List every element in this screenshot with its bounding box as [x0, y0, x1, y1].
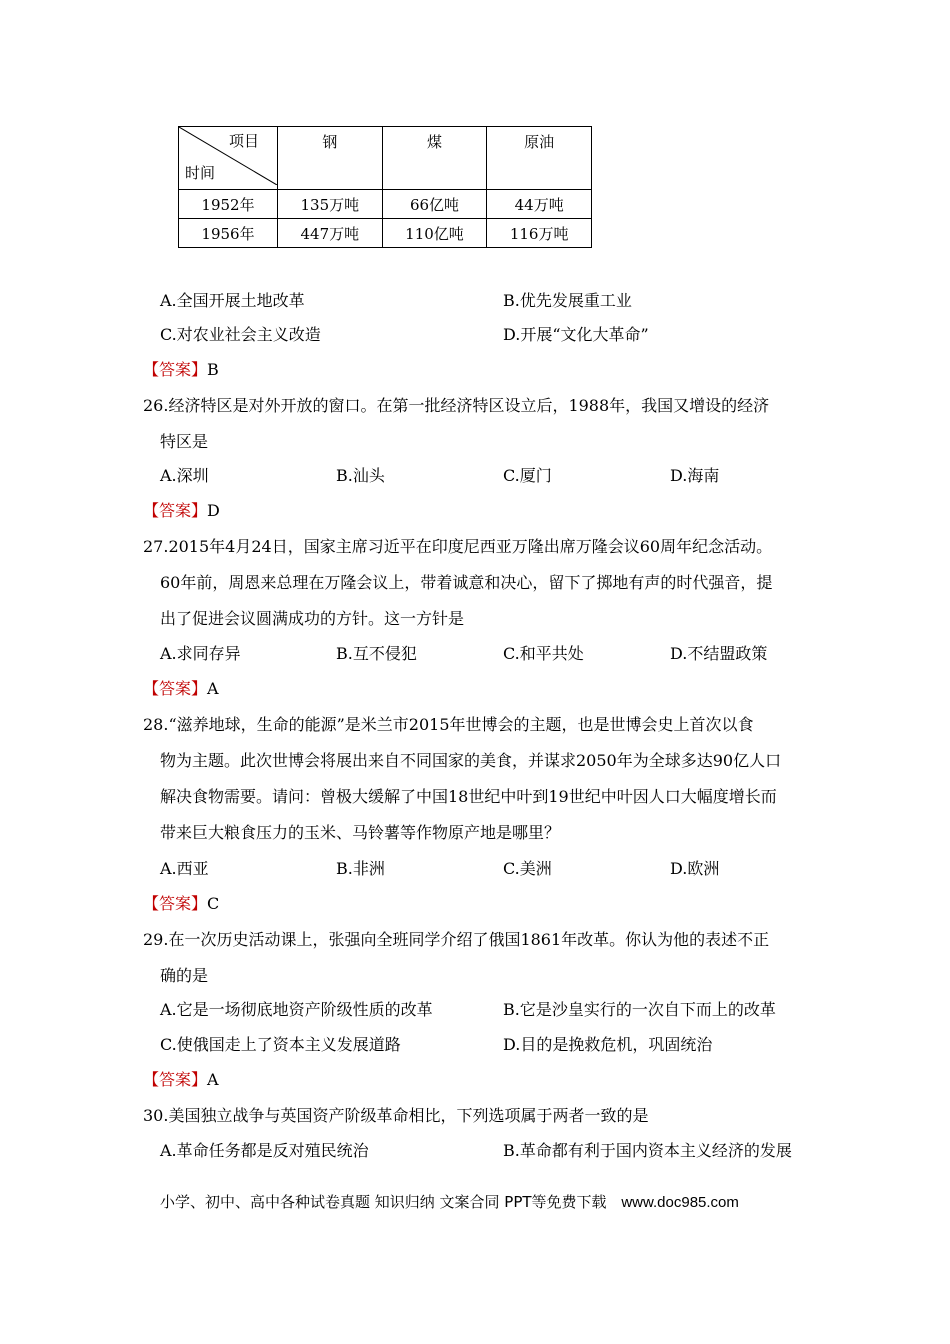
column-header: 原油	[487, 127, 592, 190]
q29-answer	[143, 1069, 219, 1091]
q27-option-a: A.求同存异	[160, 644, 241, 663]
production-table	[178, 126, 592, 248]
q27-option-d: D.不结盟政策	[670, 644, 768, 663]
answer-value: A	[207, 1070, 219, 1089]
table-row	[179, 190, 592, 219]
row-year: 1956年	[179, 219, 278, 248]
answer-label: 【答案】	[143, 894, 208, 913]
answer-value: A	[207, 679, 219, 698]
corner-label-item: 项目	[228, 132, 259, 150]
q29-option-b: B.它是沙皇实行的一次自下而上的改革	[503, 1000, 776, 1019]
table-cell: 447万吨	[278, 219, 383, 248]
q25-option-d: D.开展“文化大革命”	[503, 325, 649, 344]
q27-answer	[143, 678, 219, 700]
table-cell: 135万吨	[278, 190, 383, 219]
q28-stem-line: 解决食物需要。请问：曾极大缓解了中国18世纪中叶到19世纪中叶因人口大幅度增长而	[160, 787, 777, 806]
q28-option-c: C.美洲	[503, 859, 552, 878]
q25-answer	[143, 359, 219, 381]
q26-option-a: A.深圳	[160, 466, 209, 485]
q29-option-d: D.目的是挽救危机，巩固统治	[503, 1035, 713, 1054]
q28-stem-line: 物为主题。此次世博会将展出来自不同国家的美食，并谋求2050年为全球多达90亿人口	[160, 751, 782, 770]
table-cell: 66亿吨	[382, 190, 487, 219]
column-header: 煤	[382, 127, 487, 190]
answer-value: B	[207, 360, 219, 379]
q26-option-d: D.海南	[670, 466, 720, 485]
q30-option-b: B.革命都有利于国内资本主义经济的发展	[503, 1141, 792, 1160]
table-cell: 44万吨	[487, 190, 592, 219]
q29-option-a: A.它是一场彻底地资产阶级性质的改革	[160, 1000, 433, 1019]
table-corner-cell	[179, 127, 278, 190]
answer-label: 【答案】	[143, 360, 208, 379]
row-year: 1952年	[179, 190, 278, 219]
footer-url[interactable]: www.doc985.com	[621, 1194, 739, 1211]
footer-text: 小学、初中、高中各种试卷真题 知识归纳 文案合同 PPT等免费下载	[160, 1193, 607, 1211]
q26-answer	[143, 500, 220, 522]
q27-stem-line: 27.2015年4月24日，国家主席习近平在印度尼西亚万隆出席万隆会议60周年纪念活动。	[143, 537, 773, 556]
q30-option-a: A.革命任务都是反对殖民统治	[160, 1141, 369, 1160]
q28-option-b: B.非洲	[336, 859, 385, 878]
q27-option-c: C.和平共处	[503, 644, 584, 663]
answer-label: 【答案】	[143, 679, 208, 698]
q28-answer	[143, 893, 219, 915]
q25-option-c: C.对农业社会主义改造	[160, 325, 321, 344]
q26-stem-line: 26.经济特区是对外开放的窗口。在第一批经济特区设立后，1988年，我国又增设的经济	[143, 396, 770, 415]
q27-option-b: B.互不侵犯	[336, 644, 417, 663]
q25-option-b: B.优先发展重工业	[503, 291, 632, 310]
q30-stem-line: 30.美国独立战争与英国资产阶级革命相比，下列选项属于两者一致的是	[143, 1106, 649, 1125]
q26-option-c: C.厦门	[503, 466, 552, 485]
table-header-row	[179, 127, 592, 190]
table-row	[179, 219, 592, 248]
q28-option-d: D.欧洲	[670, 859, 720, 878]
q28-stem-line: 带来巨大粮食压力的玉米、马铃薯等作物原产地是哪里？	[160, 823, 561, 842]
q29-stem-line: 确的是	[160, 966, 209, 985]
q26-stem-line: 特区是	[160, 432, 209, 451]
q29-option-c: C.使俄国走上了资本主义发展道路	[160, 1035, 401, 1054]
answer-label: 【答案】	[143, 501, 208, 520]
answer-value: C	[207, 894, 220, 913]
table-cell: 110亿吨	[382, 219, 487, 248]
q29-stem-line: 29.在一次历史活动课上，张强向全班同学介绍了俄国1861年改革。你认为他的表述不正	[143, 930, 770, 949]
corner-label-time: 时间	[185, 164, 216, 182]
page-footer	[160, 1191, 739, 1212]
q27-stem-line: 60年前，周恩来总理在万隆会议上，带着诚意和决心，留下了掷地有声的时代强音，提	[160, 573, 773, 592]
answer-label: 【答案】	[143, 1070, 208, 1089]
q26-option-b: B.汕头	[336, 466, 385, 485]
q25-option-a: A.全国开展土地改革	[160, 291, 305, 310]
q28-option-a: A.西亚	[160, 859, 209, 878]
answer-value: D	[207, 501, 220, 520]
q27-stem-line: 出了促进会议圆满成功的方针。这一方针是	[160, 609, 465, 628]
table-cell: 116万吨	[487, 219, 592, 248]
q28-stem-line: 28.“滋养地球，生命的能源”是米兰市2015年世博会的主题，也是世博会史上首次以食	[143, 715, 754, 734]
column-header: 钢	[278, 127, 383, 190]
